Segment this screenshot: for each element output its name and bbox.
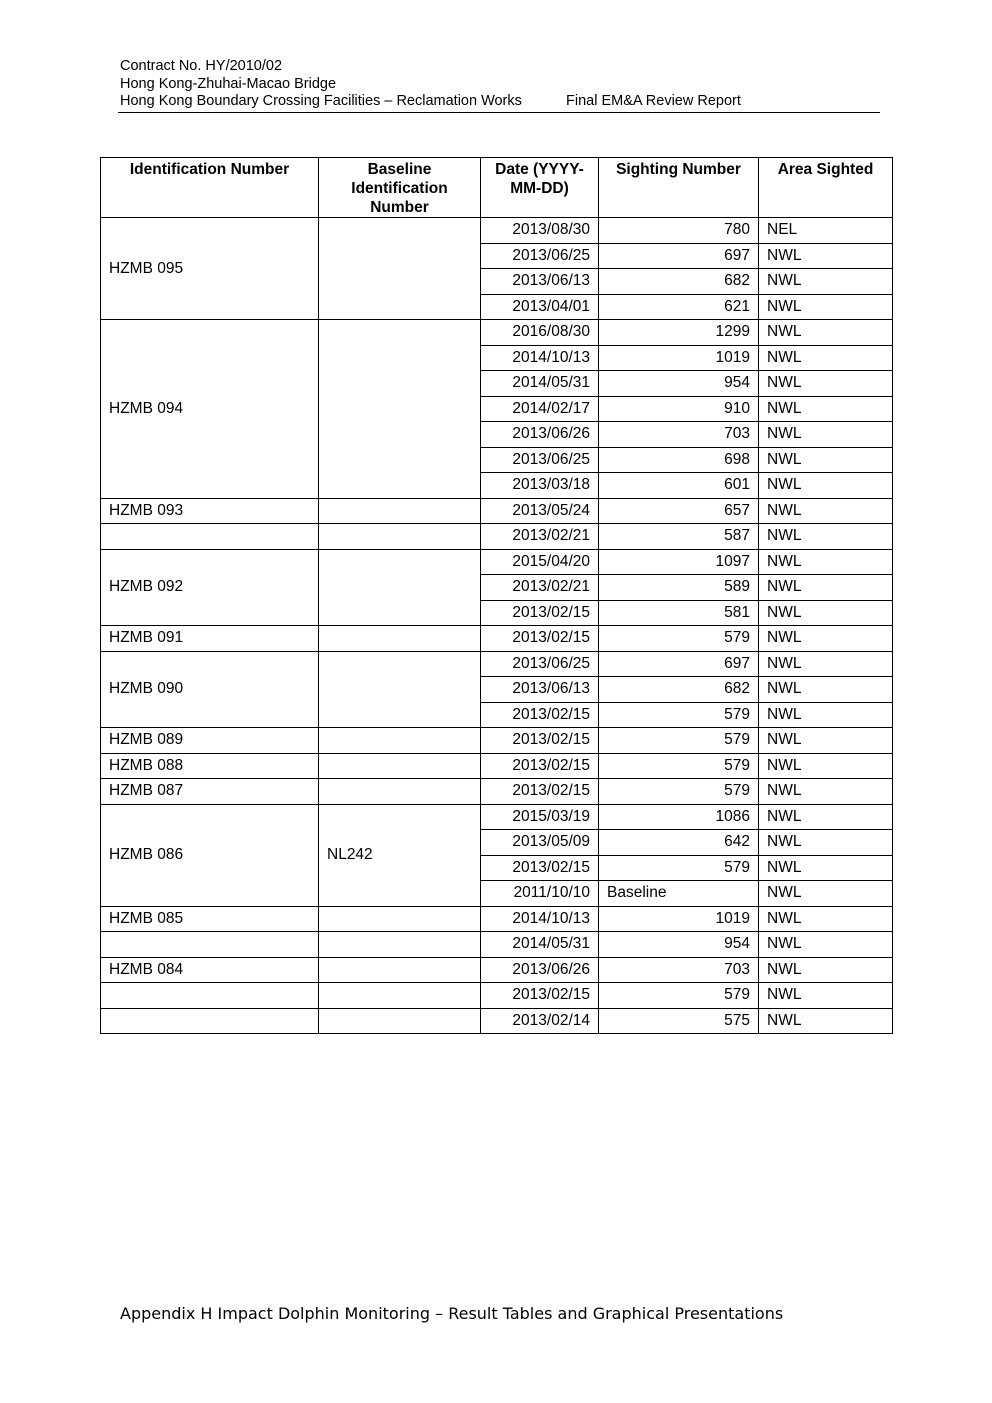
header-line	[120, 93, 880, 111]
area-sighted-cell: NWL	[759, 651, 893, 677]
table-row	[101, 549, 893, 575]
identification-cell	[101, 1008, 319, 1034]
sighting-number-cell: 642	[599, 830, 759, 856]
area-sighted-cell: NWL	[759, 320, 893, 346]
header-divider	[118, 112, 880, 113]
date-cell: 2013/02/21	[481, 524, 599, 550]
sighting-number-cell: 579	[599, 753, 759, 779]
area-sighted-cell: NWL	[759, 626, 893, 652]
header-area-sighted: Area Sighted	[759, 158, 893, 218]
baseline-cell	[319, 498, 481, 524]
sighting-number-cell: 587	[599, 524, 759, 550]
sighting-number-cell: 579	[599, 702, 759, 728]
sighting-number-cell: 697	[599, 651, 759, 677]
date-cell: 2014/05/31	[481, 371, 599, 397]
date-cell: 2013/02/15	[481, 983, 599, 1009]
sighting-number-cell: 703	[599, 957, 759, 983]
date-cell: 2013/06/25	[481, 651, 599, 677]
area-sighted-cell: NWL	[759, 932, 893, 958]
area-sighted-cell: NWL	[759, 294, 893, 320]
sighting-number-cell: 575	[599, 1008, 759, 1034]
area-sighted-cell: NWL	[759, 371, 893, 397]
table-row	[101, 957, 893, 983]
date-cell: 2013/02/15	[481, 779, 599, 805]
date-cell: 2013/02/15	[481, 702, 599, 728]
area-sighted-cell: NWL	[759, 524, 893, 550]
date-cell: 2014/10/13	[481, 906, 599, 932]
date-cell: 2013/02/14	[481, 1008, 599, 1034]
table-row	[101, 1008, 893, 1034]
date-cell: 2013/06/13	[481, 677, 599, 703]
dolphin-sighting-table	[100, 157, 893, 1034]
sighting-number-cell: 703	[599, 422, 759, 448]
table-row	[101, 932, 893, 958]
identification-cell: HZMB 085	[101, 906, 319, 932]
area-sighted-cell: NWL	[759, 830, 893, 856]
date-cell: 2014/10/13	[481, 345, 599, 371]
works-title: Hong Kong Boundary Crossing Facilities – Reclamation Works	[120, 93, 522, 109]
sighting-number-cell: 581	[599, 600, 759, 626]
baseline-cell	[319, 524, 481, 550]
table-body	[101, 218, 893, 1034]
date-cell: 2013/06/25	[481, 243, 599, 269]
sighting-number-cell: 579	[599, 855, 759, 881]
sighting-number-cell: 579	[599, 779, 759, 805]
header-baseline-identification: Baseline Identification Number	[319, 158, 481, 218]
area-sighted-cell: NWL	[759, 600, 893, 626]
sighting-number-cell: 589	[599, 575, 759, 601]
page-footer: Appendix H Impact Dolphin Monitoring – Result Tables and Graphical Presentations	[120, 1304, 784, 1323]
baseline-cell	[319, 753, 481, 779]
sighting-number-cell: 1019	[599, 345, 759, 371]
sighting-number-cell: 780	[599, 218, 759, 244]
header-sighting-number: Sighting Number	[599, 158, 759, 218]
date-cell: 2013/06/26	[481, 957, 599, 983]
area-sighted-cell: NWL	[759, 983, 893, 1009]
sighting-number-cell: 579	[599, 983, 759, 1009]
table-row	[101, 983, 893, 1009]
date-cell: 2013/02/15	[481, 728, 599, 754]
area-sighted-cell: NWL	[759, 243, 893, 269]
sighting-number-cell: 657	[599, 498, 759, 524]
identification-cell: HZMB 092	[101, 549, 319, 626]
area-sighted-cell: NWL	[759, 447, 893, 473]
area-sighted-cell: NWL	[759, 498, 893, 524]
sighting-number-cell: Baseline	[599, 881, 759, 907]
identification-cell: HZMB 093	[101, 498, 319, 524]
baseline-cell	[319, 957, 481, 983]
sighting-number-cell: 954	[599, 932, 759, 958]
baseline-cell	[319, 983, 481, 1009]
identification-cell: HZMB 090	[101, 651, 319, 728]
table-header-row	[101, 158, 893, 218]
baseline-cell	[319, 218, 481, 320]
date-cell: 2013/05/09	[481, 830, 599, 856]
date-cell: 2014/05/31	[481, 932, 599, 958]
date-cell: 2013/04/01	[481, 294, 599, 320]
area-sighted-cell: NWL	[759, 702, 893, 728]
area-sighted-cell: NWL	[759, 906, 893, 932]
area-sighted-cell: NWL	[759, 855, 893, 881]
sighting-number-cell: 579	[599, 626, 759, 652]
sighting-number-cell: 1299	[599, 320, 759, 346]
date-cell: 2014/02/17	[481, 396, 599, 422]
date-cell: 2013/02/15	[481, 626, 599, 652]
area-sighted-cell: NWL	[759, 473, 893, 499]
area-sighted-cell: NWL	[759, 753, 893, 779]
identification-cell: HZMB 084	[101, 957, 319, 983]
identification-cell: HZMB 095	[101, 218, 319, 320]
table-row	[101, 804, 893, 830]
area-sighted-cell: NWL	[759, 804, 893, 830]
sighting-number-cell: 1097	[599, 549, 759, 575]
sighting-number-cell: 601	[599, 473, 759, 499]
area-sighted-cell: NWL	[759, 396, 893, 422]
sighting-number-cell: 682	[599, 677, 759, 703]
page-header	[120, 58, 880, 111]
table-row	[101, 626, 893, 652]
date-cell: 2013/02/21	[481, 575, 599, 601]
table-row	[101, 728, 893, 754]
sighting-number-cell: 682	[599, 269, 759, 295]
baseline-cell	[319, 320, 481, 499]
date-cell: 2013/02/15	[481, 600, 599, 626]
date-cell: 2013/06/25	[481, 447, 599, 473]
identification-cell	[101, 524, 319, 550]
table-row	[101, 498, 893, 524]
date-cell: 2015/04/20	[481, 549, 599, 575]
table-row	[101, 753, 893, 779]
date-cell: 2013/03/18	[481, 473, 599, 499]
table-row	[101, 779, 893, 805]
project-name: Hong Kong-Zhuhai-Macao Bridge	[120, 75, 337, 92]
area-sighted-cell: NWL	[759, 269, 893, 295]
sighting-number-cell: 910	[599, 396, 759, 422]
date-cell: 2013/02/15	[481, 855, 599, 881]
area-sighted-cell: NWL	[759, 779, 893, 805]
area-sighted-cell: NWL	[759, 1008, 893, 1034]
date-cell: 2013/08/30	[481, 218, 599, 244]
report-title: Final EM&A Review Report	[566, 93, 741, 109]
table-row	[101, 218, 893, 244]
baseline-cell	[319, 906, 481, 932]
baseline-cell	[319, 549, 481, 626]
area-sighted-cell: NWL	[759, 881, 893, 907]
area-sighted-cell: NWL	[759, 677, 893, 703]
sighting-number-cell: 698	[599, 447, 759, 473]
identification-cell: HZMB 086	[101, 804, 319, 906]
baseline-cell	[319, 728, 481, 754]
table-row	[101, 651, 893, 677]
sighting-number-cell: 1086	[599, 804, 759, 830]
identification-cell: HZMB 088	[101, 753, 319, 779]
date-cell: 2013/06/26	[481, 422, 599, 448]
baseline-cell	[319, 779, 481, 805]
area-sighted-cell: NEL	[759, 218, 893, 244]
contract-number: Contract No. HY/2010/02	[120, 58, 283, 74]
date-cell: 2013/02/15	[481, 753, 599, 779]
identification-cell: HZMB 087	[101, 779, 319, 805]
table-row	[101, 320, 893, 346]
area-sighted-cell: NWL	[759, 575, 893, 601]
header-date: Date (YYYY-MM-DD)	[481, 158, 599, 218]
area-sighted-cell: NWL	[759, 345, 893, 371]
date-cell: 2013/06/13	[481, 269, 599, 295]
sighting-number-cell: 954	[599, 371, 759, 397]
area-sighted-cell: NWL	[759, 957, 893, 983]
sighting-number-cell: 621	[599, 294, 759, 320]
identification-cell: HZMB 089	[101, 728, 319, 754]
identification-cell: HZMB 094	[101, 320, 319, 499]
date-cell: 2011/10/10	[481, 881, 599, 907]
date-cell: 2016/08/30	[481, 320, 599, 346]
baseline-cell	[319, 932, 481, 958]
sighting-number-cell: 579	[599, 728, 759, 754]
baseline-cell	[319, 651, 481, 728]
sighting-number-cell: 697	[599, 243, 759, 269]
area-sighted-cell: NWL	[759, 728, 893, 754]
baseline-cell	[319, 626, 481, 652]
date-cell: 2015/03/19	[481, 804, 599, 830]
sighting-number-cell: 1019	[599, 906, 759, 932]
identification-cell	[101, 932, 319, 958]
identification-cell: HZMB 091	[101, 626, 319, 652]
area-sighted-cell: NWL	[759, 422, 893, 448]
identification-cell	[101, 983, 319, 1009]
table-row	[101, 524, 893, 550]
date-cell: 2013/05/24	[481, 498, 599, 524]
baseline-cell	[319, 1008, 481, 1034]
area-sighted-cell: NWL	[759, 549, 893, 575]
baseline-cell: NL242	[319, 804, 481, 906]
table-row	[101, 906, 893, 932]
header-identification-number: Identification Number	[101, 158, 319, 218]
